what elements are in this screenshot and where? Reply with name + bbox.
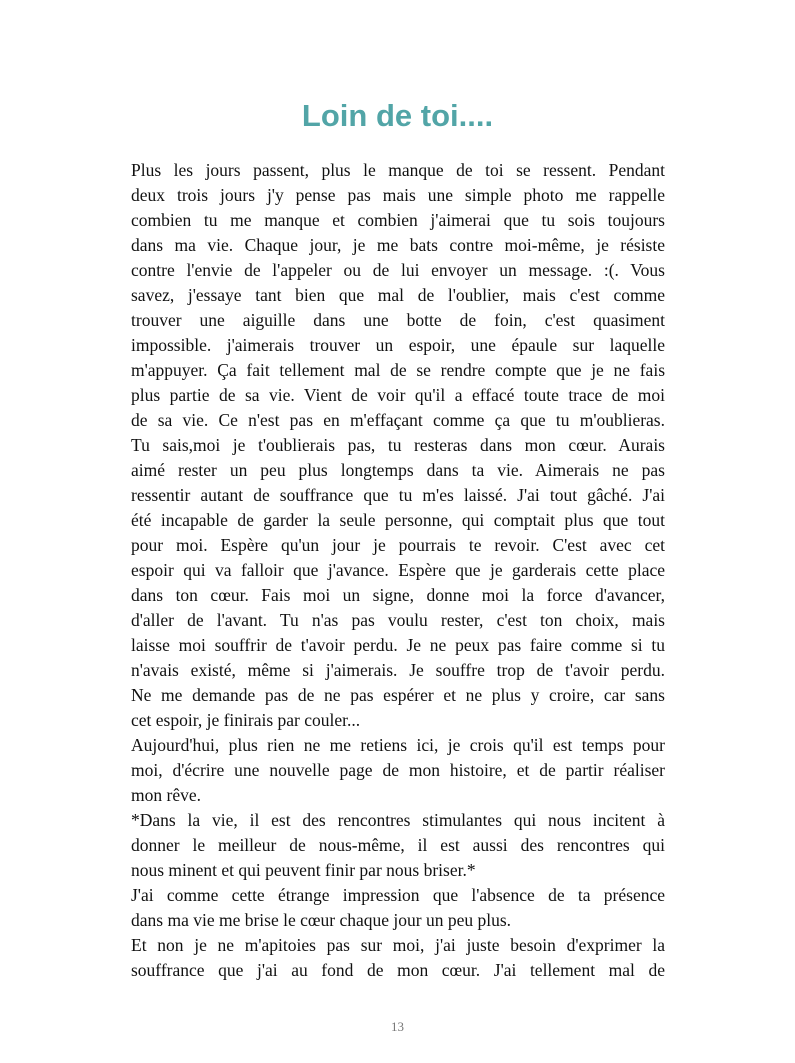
page-number: 13 xyxy=(391,1019,404,1034)
text-line: moi, d'écrire une nouvelle page de mon histoire, et de partir réaliser xyxy=(131,760,665,780)
text-line: m'appuyer. Ça fait tellement mal de se rendre compte que je ne fais xyxy=(131,360,665,380)
text-line: donner le meilleur de nous-même, il est aussi des rencontres qui xyxy=(131,835,665,855)
text-line: pour moi. Espère qu'un jour je pourrais te revoir. C'est avec cet xyxy=(131,535,665,555)
text-line: dans ma vie. Chaque jour, je me bats contre moi-même, je résiste xyxy=(131,235,665,255)
text-line: été incapable de garder la seule personne, qui comptait plus que tout xyxy=(131,510,665,530)
text-line: mon rêve. xyxy=(131,785,201,805)
text-line: aimé rester un peu plus longtemps dans ta vie. Aimerais ne pas xyxy=(131,460,665,480)
text-line: dans ton cœur. Fais moi un signe, donne moi la force d'avancer, xyxy=(131,585,665,605)
text-line: Plus les jours passent, plus le manque de toi se ressent. Pendant xyxy=(131,160,665,180)
text-line: Aujourd'hui, plus rien ne me retiens ici, je crois qu'il est temps pour xyxy=(131,735,665,755)
text-line: Tu sais,moi je t'oublierais pas, tu resteras dans mon cœur. Aurais xyxy=(131,435,665,455)
text-line: deux trois jours j'y pense pas mais une simple photo me rappelle xyxy=(131,185,665,205)
text-line: d'aller de l'avant. Tu n'as pas voulu rester, c'est ton choix, mais xyxy=(131,610,665,630)
text-line: J'ai comme cette étrange impression que l'absence de ta présence xyxy=(131,885,665,905)
text-line: combien tu me manque et combien j'aimerai que tu sois toujours xyxy=(131,210,665,230)
text-line: Ne me demande pas de ne pas espérer et ne plus y croire, car sans xyxy=(131,685,665,705)
text-line: cet espoir, je finirais par couler... xyxy=(131,710,361,730)
text-line: espoir qui va falloir que j'avance. Espère que je garderais cette place xyxy=(131,560,665,580)
text-line: Et non je ne m'apitoies pas sur moi, j'ai juste besoin d'exprimer la xyxy=(131,935,665,955)
text-line: *Dans la vie, il est des rencontres stimulantes qui nous incitent à xyxy=(131,810,665,830)
text-line: savez, j'essaye tant bien que mal de l'oublier, mais c'est comme xyxy=(131,285,665,305)
text-line: laisse moi souffrir de t'avoir perdu. Je ne peux pas faire comme si tu xyxy=(131,635,665,655)
text-line: nous minent et qui peuvent finir par nous briser.* xyxy=(131,860,476,880)
text-line: contre l'envie de l'appeler ou de lui envoyer un message. :(. Vous xyxy=(131,260,665,280)
text-line: trouver une aiguille dans une botte de foin, c'est quasiment xyxy=(131,310,665,330)
body-text xyxy=(131,158,665,983)
text-line: de sa vie. Ce n'est pas en m'effaçant comme ça que tu m'oublieras. xyxy=(131,410,665,430)
text-line: souffrance que j'ai au fond de mon cœur. J'ai tellement mal de xyxy=(131,960,665,980)
text-line: dans ma vie me brise le cœur chaque jour un peu plus. xyxy=(131,910,512,930)
text-line: n'avais existé, même si j'aimerais. Je souffre trop de t'avoir perdu. xyxy=(131,660,665,680)
text-line: ressentir autant de souffrance que tu m'es laissé. J'ai tout gâché. J'ai xyxy=(131,485,665,505)
text-line: impossible. j'aimerais trouver un espoir, une épaule sur laquelle xyxy=(131,335,665,355)
page-title: Loin de toi.... xyxy=(301,98,494,133)
text-line: plus partie de sa vie. Vient de voir qu'il a effacé toute trace de moi xyxy=(131,385,665,405)
